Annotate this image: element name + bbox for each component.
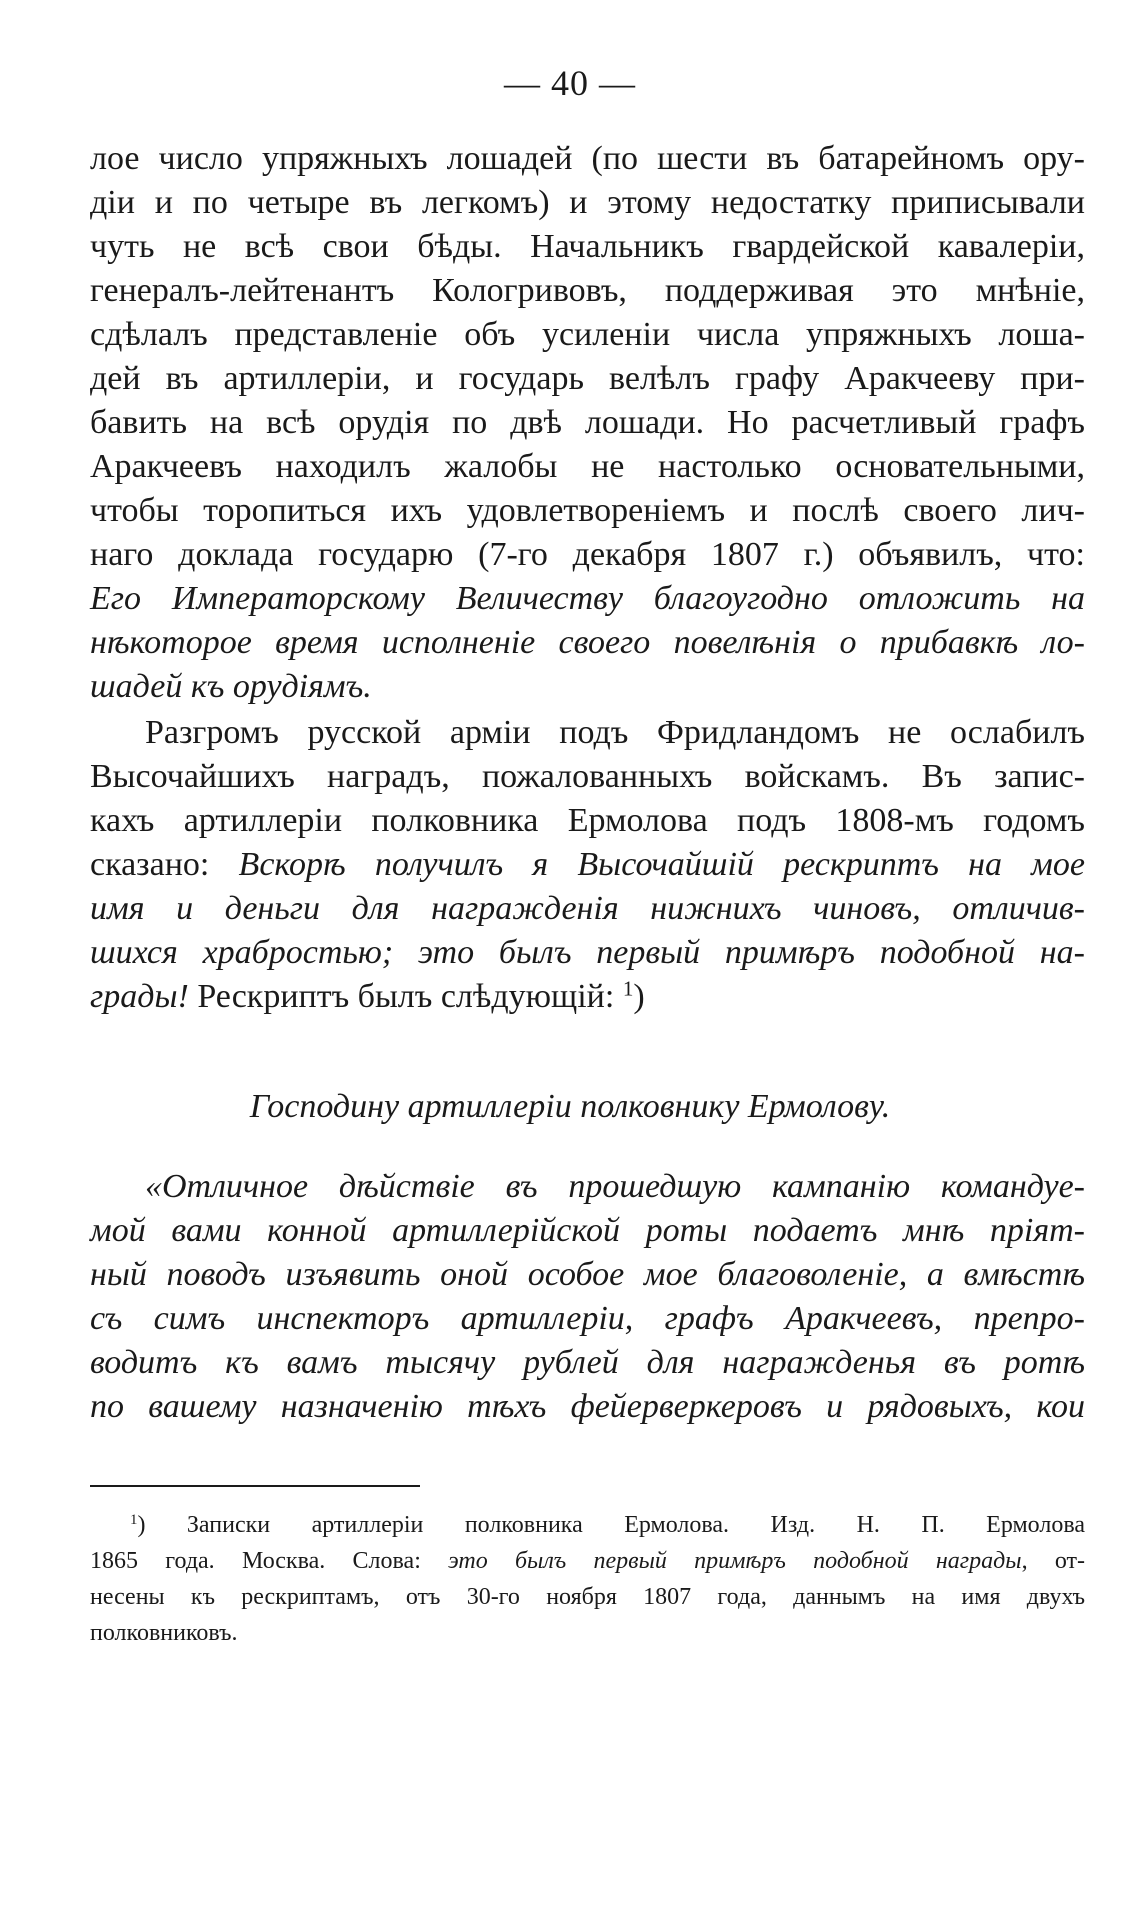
italic-quote-segment: грады! <box>90 978 189 1015</box>
rescript-line: «Отличное дѣйствіе въ прошедшую кампанію командуе- <box>145 1168 1085 1205</box>
body-text-line <box>90 975 1085 1019</box>
text-segment: ) <box>633 978 645 1015</box>
text-segment: Рескриптъ былъ слѣдующій: <box>188 978 623 1015</box>
body-text-line: лое число упряжныхъ лошадей (по шести въ батарейномъ ору- <box>90 140 1085 177</box>
body-text-line: чуть не всѣ свои бѣды. Начальникъ гвардейской кавалеріи, <box>90 228 1085 265</box>
rescript-line: по вашему назначенію тѣхъ фейерверкеровъ и рядовыхъ, кои <box>90 1388 1085 1425</box>
page-number: — 40 — <box>504 63 636 103</box>
rescript-line: мой вами конной артиллерійской роты подаетъ мнѣ пріят- <box>90 1212 1085 1249</box>
body-text-line: Разгромъ русской арміи подъ Фридландомъ не ослабилъ <box>145 714 1085 751</box>
rescript-line: водитъ къ вамъ тысячу рублей для награжденья въ ротѣ <box>90 1344 1085 1381</box>
body-text-line: Высочайшихъ наградъ, пожалованныхъ войскамъ. Въ запис- <box>90 758 1085 795</box>
body-text-line: кахъ артиллеріи полковника Ермолова подъ 1808-мъ годомъ <box>90 802 1085 839</box>
body-text-line: діи и по четыре въ легкомъ) и этому недостатку приписывали <box>90 184 1085 221</box>
rescript-line: ный поводъ изъявить оной особое мое благоволеніе, а вмѣстѣ <box>90 1256 1085 1293</box>
footnote-line: полковниковъ. <box>90 1620 238 1646</box>
text-segment: , от- <box>1021 1548 1085 1574</box>
italic-quote-line: шадей къ орудіямъ. <box>90 668 372 705</box>
text-segment: ) Записки артиллеріи полковника Ермолова. Изд. Н. П. Ермолова <box>137 1512 1085 1538</box>
italic-quote-line: нѣкоторое время исполненіе своего повелѣнія о прибавкѣ ло- <box>90 624 1085 661</box>
italic-quote-line: шихся храбростью; это былъ первый примѣръ подобной на- <box>90 934 1085 971</box>
body-text-line: Аракчеевъ находилъ жалобы не настолько основательными, <box>90 448 1085 485</box>
body-text-line: бавить на всѣ орудія по двѣ лошади. Но расчетливый графъ <box>90 404 1085 441</box>
body-text-line: чтобы торопиться ихъ удовлетвореніемъ и послѣ своего лич- <box>90 492 1085 529</box>
footnote-line <box>90 1543 1085 1579</box>
italic-quote-line: имя и деньги для награжденія нижнихъ чиновъ, отличив- <box>90 890 1085 927</box>
text-segment: сказано: <box>90 846 239 883</box>
footnote-marker: 1 <box>130 1511 138 1528</box>
body-text-line <box>90 843 1085 887</box>
italic-quote-line: Его Императорскому Величеству благоугодно отложить на <box>90 580 1085 617</box>
body-text-line: дей въ артиллеріи, и государь велѣлъ графу Аракчееву при- <box>90 360 1085 397</box>
body-text-line: сдѣлалъ представленіе объ усиленіи числа упряжныхъ лоша- <box>90 316 1085 353</box>
body-text-line: наго доклада государю (7-го декабря 1807 г.) объявилъ, что: <box>90 536 1085 573</box>
italic-segment: это былъ первый примѣръ подобной награды <box>448 1548 1022 1574</box>
body-text-line: генералъ-лейтенантъ Кологривовъ, поддерживая это мнѣніе, <box>90 272 1085 309</box>
footnote-reference: 1 <box>622 976 634 1001</box>
rescript-heading: Господину артиллеріи полковнику Ермолову. <box>249 1088 891 1125</box>
footnote-line <box>130 1507 1085 1543</box>
footnote-line: несены къ рескриптамъ, отъ 30-го ноября 1807 года, даннымъ на имя двухъ <box>90 1584 1085 1610</box>
italic-quote-segment: Вскорѣ получилъ я Высочайшій рескриптъ на мое <box>238 846 1085 883</box>
rescript-line: съ симъ инспекторъ артиллеріи, графъ Аракчеевъ, препро- <box>90 1300 1085 1337</box>
footnote-rule <box>90 1485 420 1487</box>
text-segment: 1865 года. Москва. Слова: <box>90 1548 449 1574</box>
